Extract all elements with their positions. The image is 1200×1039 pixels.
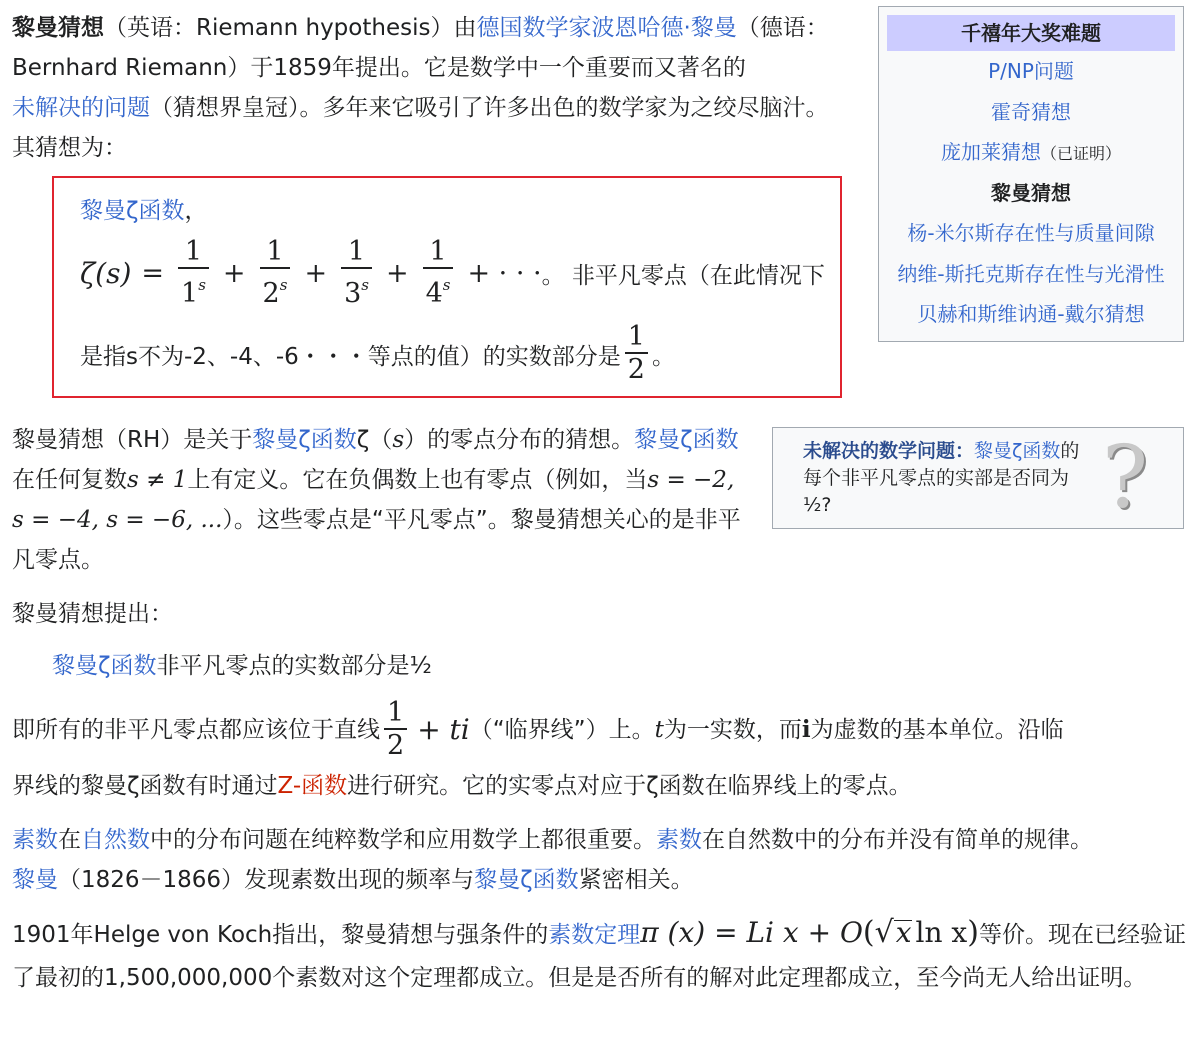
conjecture-statement: 黎曼ζ函数非平凡零点的实数部分是½ bbox=[52, 653, 432, 679]
link-mathematician[interactable]: 德国数学家波恩哈德·黎曼 bbox=[476, 15, 737, 41]
fraction-term-4: $\frac{1}{4^s}$ bbox=[423, 237, 454, 310]
link-riemann-zeta-3[interactable]: 黎曼ζ函数 bbox=[634, 427, 739, 453]
primes-paragraph: 素数在自然数中的分布问题在纯粹数学和应用数学上都很重要。素数在自然数中的分布并没有简单的规律。 黎曼（1826－1866）发现素数出现的频率与黎曼ζ函数紧密相关。 bbox=[12, 827, 1093, 893]
link-prime-number-theorem[interactable]: 素数定理 bbox=[548, 922, 641, 948]
navbox-item-yang-mills[interactable]: 杨-米尔斯存在性与质量间隙 bbox=[907, 221, 1155, 245]
link-prime[interactable]: 素数 bbox=[12, 827, 58, 853]
unsolved-problem-box: 未解决的数学问题：黎曼ζ函数的每个非平凡零点的实部是否同为½? ? bbox=[772, 427, 1184, 529]
link-natural-number[interactable]: 自然数 bbox=[81, 827, 150, 853]
fraction-term-3: $\frac{1}{3^s}$ bbox=[341, 237, 372, 310]
highlighted-conjecture-box: 黎曼ζ函数， ζ(s) = $\frac{1}{1^s}$ + $\frac{1}{2^s}$ + $\frac{1}{3^s}$ + $\frac{1}{4^s}$ + · · · 。 非平凡零点（在此情况下 是指s不为-2、-4、-6・・・等点的值）的实数部分是 $\frac{1}{2}$ 。 bbox=[52, 176, 842, 398]
article-term: 黎曼猜想 bbox=[12, 15, 104, 41]
proposed-heading-text: 黎曼猜想提出： bbox=[12, 601, 173, 627]
link-riemann-person[interactable]: 黎曼 bbox=[12, 867, 58, 893]
navbox-item-navier-stokes[interactable]: 纳维-斯托克斯存在性与光滑性 bbox=[897, 261, 1165, 286]
navbox-item-poincare[interactable]: 庞加莱猜想 bbox=[940, 140, 1041, 164]
link-unsolved-problems[interactable]: 未解决的问题 bbox=[12, 95, 150, 121]
navbox-item-riemann-current: 黎曼猜想 bbox=[991, 180, 1071, 205]
critical-line-paragraph: 即所有的非平凡零点都应该位于直线 $\frac{1}{2}$ + ti （“临界线”）上。 t 为一实数，而 i 为虚数的基本单位。沿临 界线的黎曼ζ函数有时通过Z-函数进行研究。它的实零点对应于ζ函数在临界线上的零点。 bbox=[12, 697, 1064, 799]
unsolved-label: 未解决的数学问题： bbox=[803, 440, 975, 462]
link-riemann-zeta-2[interactable]: 黎曼ζ函数 bbox=[252, 427, 357, 453]
link-z-function[interactable]: Z-函数 bbox=[277, 773, 348, 799]
link-riemann-zeta-unsolved[interactable]: 黎曼ζ函数 bbox=[974, 440, 1061, 462]
intro-paragraph: 黎曼猜想（英语：Riemann hypothesis）由德国数学家波恩哈德·黎曼（德语：Bernhard Riemann）于1859年提出。它是数学中一个重要而又著名的 未解决的问题（猜想界皇冠）。多年来它吸引了许多出色的数学家为之绞尽脑汁。其猜想为： bbox=[12, 15, 829, 161]
fraction-term-2: $\frac{1}{2^s}$ bbox=[260, 237, 291, 310]
question-mark-icon: ? bbox=[1101, 428, 1149, 528]
zeta-formula: ζ(s) = $\frac{1}{1^s}$ + $\frac{1}{2^s}$ + $\frac{1}{3^s}$ + $\frac{1}{4^s}$ + · · · 。 非平凡零点（在此情况下 bbox=[80, 235, 825, 309]
millennium-problems-navbox bbox=[878, 6, 1184, 342]
pnt-formula: π (x) = Li x + O bbox=[640, 916, 863, 949]
rh-paragraph: 黎曼猜想（RH）是关于黎曼ζ函数ζ（s）的零点分布的猜想。黎曼ζ函数在任何复数s ≠ 1上有定义。它在负偶数上也有零点（例如，当s = −2, s = −4, s = −6, ...）。这些零点是“平凡零点”。黎曼猜想关心的是非平凡零点。 bbox=[12, 427, 741, 573]
link-riemann-zeta-5[interactable]: 黎曼ζ函数 bbox=[474, 867, 579, 893]
fraction-one-half: $\frac{1}{2}$ bbox=[625, 322, 648, 386]
navbox-title: 千禧年大奖难题 bbox=[887, 15, 1175, 51]
navbox-proven-note: （已证明） bbox=[1040, 144, 1121, 163]
navbox-item-hodge[interactable]: 霍奇猜想 bbox=[991, 99, 1071, 124]
link-riemann-zeta-4[interactable]: 黎曼ζ函数 bbox=[52, 653, 157, 679]
navbox-item-p-np[interactable]: P/NP问题 bbox=[988, 59, 1074, 83]
fraction-one-half-critical: $\frac{1}{2}$ bbox=[384, 698, 407, 762]
fraction-term-1: $\frac{1}{1^s}$ bbox=[178, 237, 209, 310]
navbox-item-bsd[interactable]: 贝赫和斯维讷通-戴尔猜想 bbox=[917, 302, 1145, 326]
link-riemann-zeta[interactable]: 黎曼ζ函数 bbox=[80, 198, 185, 224]
link-prime-2[interactable]: 素数 bbox=[656, 827, 702, 853]
koch-paragraph: 1901年Helge von Koch指出，黎曼猜想与强条件的素数定理π (x) = Li x + O(√x ln x)等价。现在已经验证了最初的1,500,000,000个素数对这个定理都成立。但是是否所有的解对此定理都成立，至今尚无人给出证明。 bbox=[12, 915, 1186, 991]
